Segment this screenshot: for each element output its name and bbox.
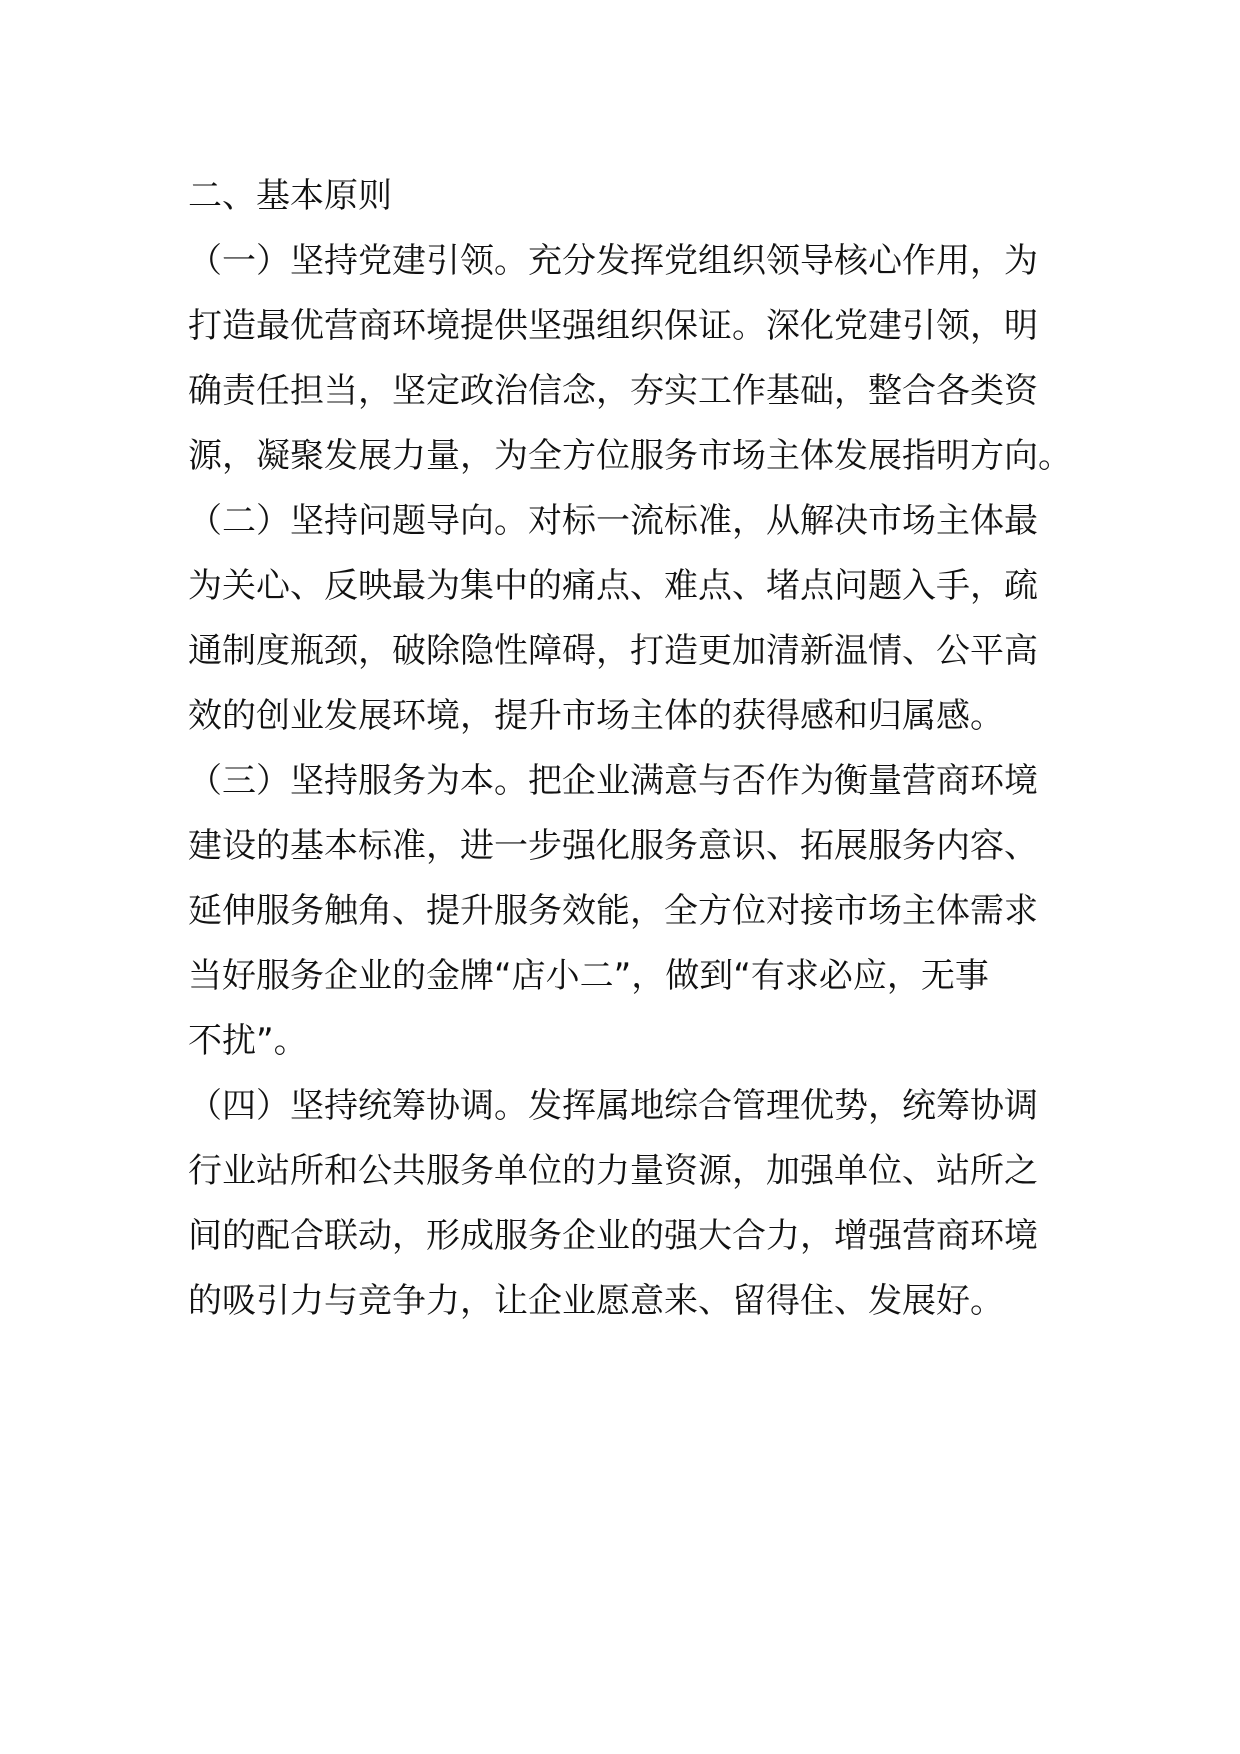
paragraph-line: 通制度瓶颈，破除隐性障碍，打造更加清新温情、公平高 <box>188 631 1038 671</box>
paragraph-line: （二）坚持问题导向。对标一流标准，从解决市场主体最 <box>188 501 1038 541</box>
paragraph-line: 确责任担当，坚定政治信念，夯实工作基础，整合各类资 <box>188 371 1038 411</box>
principle-paragraph-2 <box>188 489 1058 749</box>
paragraph-line: 不扰”。 <box>188 1021 308 1061</box>
paragraph-line: （三）坚持服务为本。把企业满意与否作为衡量营商环境 <box>188 761 1038 801</box>
document-body <box>188 164 1072 1334</box>
paragraph-line: （一）坚持党建引领。充分发挥党组织领导核心作用，为 <box>188 241 1038 281</box>
paragraph-line: 源，凝聚发展力量，为全方位服务市场主体发展指明方向。 <box>188 436 1072 476</box>
paragraph-line: （四）坚持统筹协调。发挥属地综合管理优势，统筹协调 <box>188 1086 1038 1126</box>
paragraph-line: 延伸服务触角、提升服务效能，全方位对接市场主体需求 <box>188 891 1038 931</box>
paragraph-line: 为关心、反映最为集中的痛点、难点、堵点问题入手，疏 <box>188 566 1038 606</box>
paragraph-line: 打造最优营商环境提供坚强组织保证。深化党建引领，明 <box>188 306 1038 346</box>
paragraph-line: 建设的基本标准，进一步强化服务意识、拓展服务内容、 <box>188 826 1038 866</box>
paragraph-line: 间的配合联动，形成服务企业的强大合力，增强营商环境 <box>188 1216 1038 1256</box>
paragraph-line: 效的创业发展环境，提升市场主体的获得感和归属感。 <box>188 696 1004 736</box>
paragraph-line: 当好服务企业的金牌“店小二”，做到“有求必应，无事 <box>188 956 989 996</box>
paragraph-line: 行业站所和公共服务单位的力量资源，加强单位、站所之 <box>188 1151 1038 1191</box>
principle-paragraph-1 <box>188 229 1072 489</box>
section-heading: 二、基本原则 <box>188 176 392 216</box>
principle-paragraph-3 <box>188 749 1058 1074</box>
principle-paragraph-4 <box>188 1074 1058 1334</box>
paragraph-line: 的吸引力与竞争力，让企业愿意来、留得住、发展好。 <box>188 1281 1004 1321</box>
